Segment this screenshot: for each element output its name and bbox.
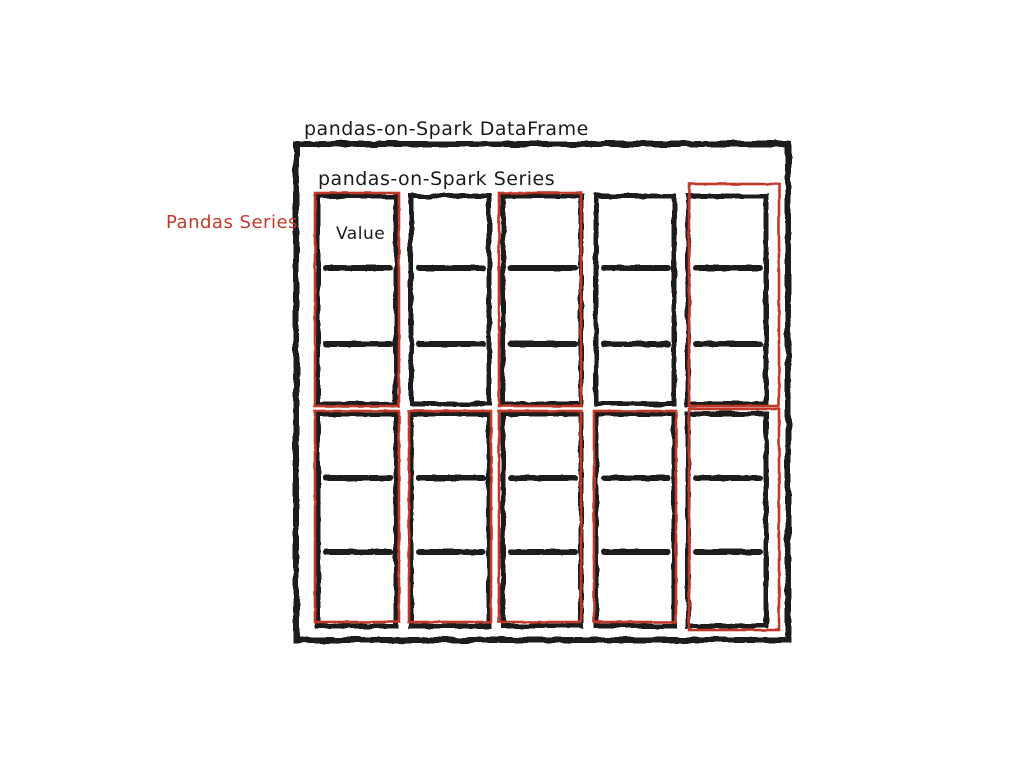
red-partition-overlays	[315, 184, 779, 630]
red-overlay-col2-lower	[409, 411, 491, 622]
column-1-lower	[318, 414, 396, 626]
pandas-series-label: Pandas Series	[166, 212, 298, 233]
column-2-lower	[411, 414, 489, 626]
column-5-lower	[688, 414, 766, 626]
column-4-lower	[596, 414, 674, 626]
red-overlay-col3-lower	[499, 411, 581, 622]
dataframe-outer-box	[296, 144, 788, 640]
series-title-label: pandas-on-Spark Series	[318, 168, 556, 190]
red-overlay-col3-upper	[499, 193, 581, 406]
column-2-upper	[411, 196, 489, 404]
column-3-upper	[503, 196, 581, 404]
column-5-upper	[688, 196, 766, 404]
red-overlay-col1-lower	[315, 411, 399, 622]
column-3-lower	[503, 414, 581, 626]
red-overlay-col4-lower	[594, 411, 676, 622]
column-4-upper	[596, 196, 674, 404]
value-cell-label: Value	[336, 224, 386, 244]
dataframe-title-label: pandas-on-Spark DataFrame	[304, 118, 589, 140]
